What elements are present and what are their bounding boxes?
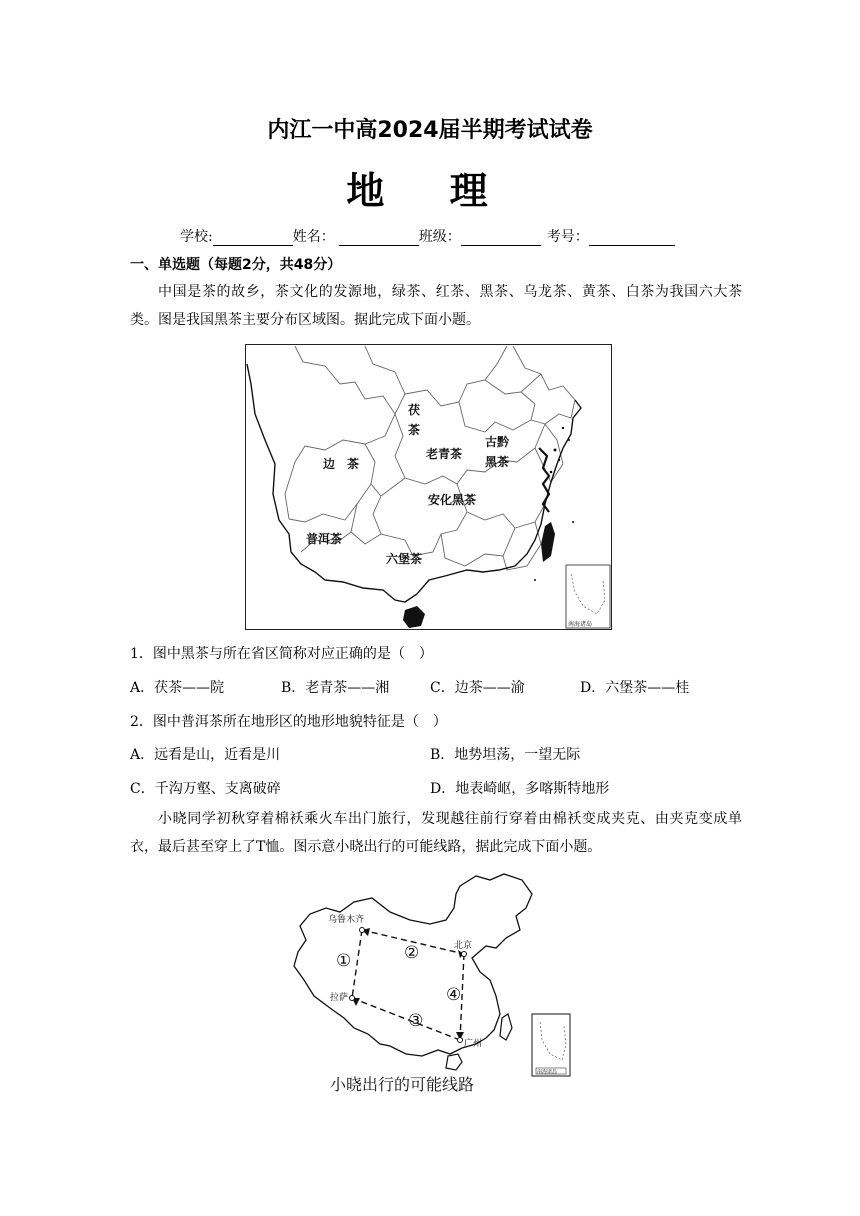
hainan-outline [446, 1054, 462, 1070]
q2-option-c[interactable]: C．千沟万壑、支离破碎 [130, 781, 281, 797]
school-blank[interactable] [213, 231, 293, 246]
route-3-marker: ③ [408, 1011, 424, 1031]
city-lhasa: 拉萨 [330, 993, 349, 1003]
map2-caption: 小晓出行的可能线路 [330, 1075, 475, 1094]
city-guangzhou: 广州 [464, 1039, 483, 1049]
question-2-stem: 2．图中普洱茶所在地形区的地形地貌特征是（ ） [130, 714, 447, 730]
question-1-stem: 1．图中黑茶与所在省区简称对应正确的是（ ） [130, 646, 433, 662]
school-label: 学校: [180, 229, 213, 245]
city-beijing: 北京 [454, 941, 473, 951]
q1-option-b[interactable]: B．老青茶——湘 [281, 680, 390, 696]
route-1-marker: ① [336, 951, 352, 971]
label-guqian-1: 古黔 [485, 435, 510, 449]
section-heading: 一、单选题（每题2分，共48分） [130, 257, 342, 273]
travel-route-map [290, 868, 580, 1098]
student-info-line [180, 226, 675, 246]
label-fu-1: 茯 [408, 403, 421, 417]
passage-2: 小晓同学初秋穿着棉袄乘火车出门旅行，发现越往前行穿着由棉袄变成夹克、由夹克变成单衣，最后甚至穿上了T恤。图示意小晓出行的可能线路，据此完成下面小题。 [130, 811, 742, 855]
label-inset: 南海诸岛 [568, 621, 593, 628]
label-guqian-2: 黑茶 [485, 455, 510, 469]
class-blank[interactable] [461, 231, 541, 246]
label-bian-tea: 边 茶 [323, 457, 360, 471]
q2-option-b[interactable]: B．地势坦荡，一望无际 [430, 747, 581, 763]
south-sea-inset-2 [532, 1014, 570, 1076]
label-liubao-tea: 六堡茶 [386, 552, 423, 566]
exam-title: 内江一中高2024届半期考试试卷 [267, 118, 593, 143]
q2-option-a[interactable]: A．远看是山，近看是川 [130, 747, 281, 763]
inset-2-label: 南海诸岛 [537, 1069, 558, 1076]
label-anhua-tea: 安化黑茶 [428, 493, 477, 507]
route-4-marker: ④ [446, 985, 462, 1005]
label-puer-tea: 普洱茶 [306, 532, 343, 546]
name-label: 姓名： [292, 229, 335, 245]
name-blank[interactable] [339, 231, 419, 246]
exam-no-label: 考号： [546, 229, 589, 245]
subject-title: 地 理 [346, 169, 514, 213]
class-label: 班级： [418, 229, 461, 245]
dark-tea-map [245, 344, 612, 630]
passage-1: 中国是茶的故乡，茶文化的发源地，绿茶、红茶、黑茶、乌龙茶、黄茶、白茶为我国六大茶类。图是我国黑茶主要分布区域图。据此完成下面小题。 [130, 284, 742, 328]
taiwan-outline [500, 1014, 512, 1040]
q1-option-a[interactable]: A．茯茶——院 [130, 680, 225, 696]
label-fu-2: 茶 [408, 423, 421, 437]
q1-option-c[interactable]: C．边茶——渝 [430, 680, 525, 696]
label-laoqing-tea: 老青茶 [426, 447, 463, 461]
exam-no-blank[interactable] [589, 231, 675, 246]
q2-option-d[interactable]: D．地表崎岖，多喀斯特地形 [430, 781, 610, 797]
q1-option-d[interactable]: D．六堡茶——桂 [580, 680, 690, 696]
city-urumqi: 乌鲁木齐 [328, 915, 365, 925]
route-2-marker: ② [404, 943, 420, 963]
south-sea-inset [566, 565, 610, 628]
